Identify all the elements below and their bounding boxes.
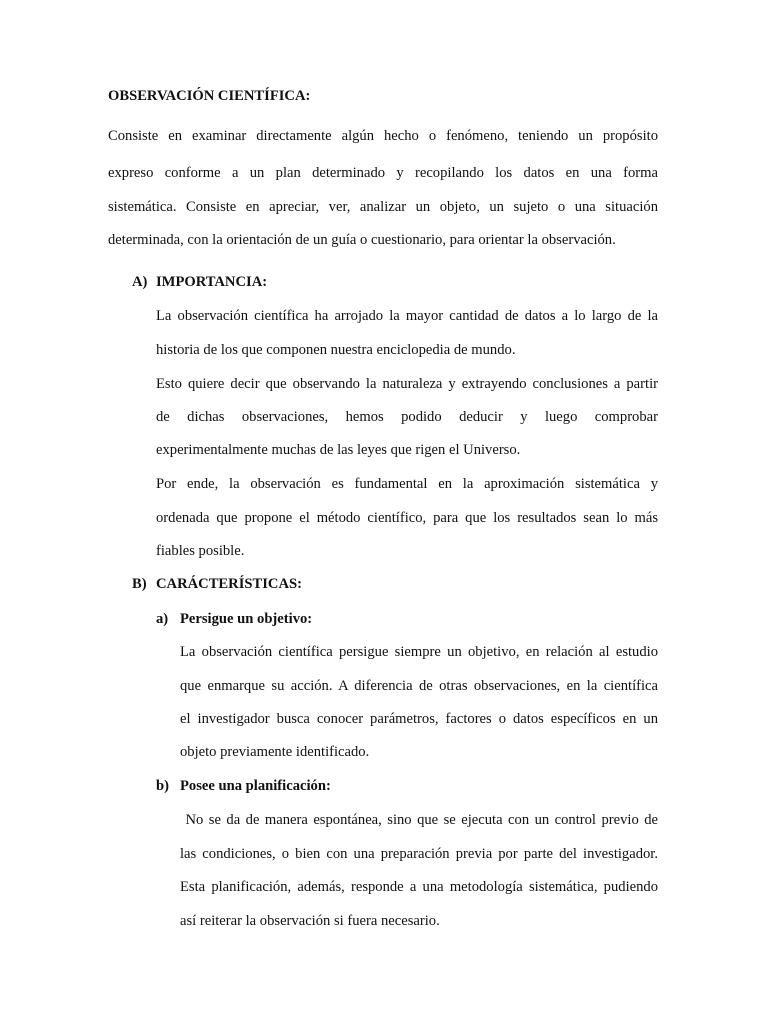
subsection-b-heading: Posee una planificación: [180, 778, 331, 794]
intro-line: determinada, con la orientación de un guía o cuestionario, para orientar la observación. [108, 232, 616, 248]
section-a-line: Esto quiere decir que observando la naturaleza y extrayendo conclusiones a partir [156, 376, 658, 392]
section-a-line: historia de los que componen nuestra enciclopedia de mundo. [156, 342, 516, 358]
subsection-a-line: que enmarque su acción. A diferencia de otras observaciones, en la científica [180, 678, 658, 694]
subsection-a-marker: a) [156, 611, 169, 627]
intro-line: expreso conforme a un plan determinado y recopilando los datos en una forma [108, 165, 658, 181]
section-a-line: ordenada que propone el método científico, para que los resultados sean lo más [156, 510, 658, 526]
section-b-marker: B) [132, 576, 147, 592]
subsection-a-line: el investigador busca conocer parámetros, factores o datos específicos en un [180, 711, 658, 727]
subsection-a-line: objeto previamente identificado. [180, 744, 370, 760]
section-a-line: experimentalmente muchas de las leyes que rigen el Universo. [156, 442, 521, 458]
subsection-a-heading: Persigue un objetivo: [180, 611, 313, 627]
intro-line: sistemática. Consiste en apreciar, ver, analizar un objeto, un sujeto o una situación [108, 199, 658, 215]
document-title: OBSERVACIÓN CIENTÍFICA: [108, 88, 311, 104]
intro-line: Consiste en examinar directamente algún hecho o fenómeno, teniendo un propósito [108, 128, 658, 144]
section-a-marker: A) [132, 274, 148, 290]
subsection-b-line: Esta planificación, además, responde a una metodología sistemática, pudiendo [180, 879, 658, 895]
subsection-b-line: No se da de manera espontánea, sino que se ejecuta con un control previo de [180, 812, 658, 828]
section-a-line: fiables posible. [156, 543, 245, 559]
subsection-b-line: las condiciones, o bien con una preparación previa por parte del investigador. [180, 846, 658, 862]
section-a-line: Por ende, la observación es fundamental en la aproximación sistemática y [156, 476, 658, 492]
section-a-line: de dichas observaciones, hemos podido deducir y luego comprobar [156, 409, 658, 425]
section-a-line: La observación científica ha arrojado la mayor cantidad de datos a lo largo de la [156, 308, 658, 324]
subsection-a-line: La observación científica persigue siempre un objetivo, en relación al estudio [180, 644, 658, 660]
section-b-heading: CARÁCTERÍSTICAS: [156, 576, 302, 592]
section-a-heading: IMPORTANCIA: [156, 274, 268, 290]
subsection-b-marker: b) [156, 778, 169, 794]
subsection-b-line: así reiterar la observación si fuera necesario. [180, 913, 440, 929]
